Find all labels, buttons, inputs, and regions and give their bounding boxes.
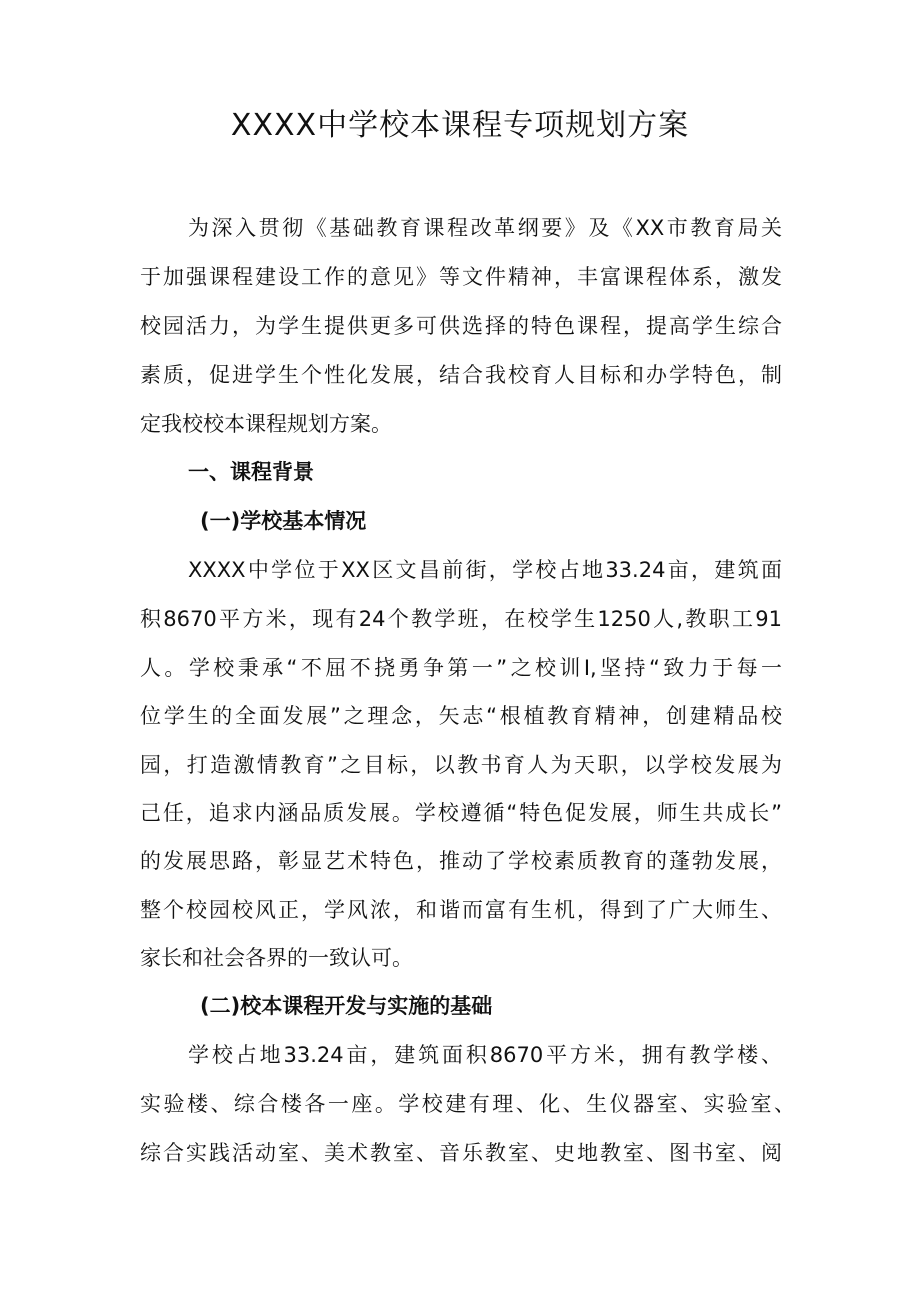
section-heading: 一、课程背景 — [188, 460, 314, 484]
sub2-line-1: 学校占地33.24亩，建筑面积8670平方米，拥有教学楼、 — [188, 1043, 782, 1067]
sub2-line-3: 综合实践活动室、美术教室、音乐教室、史地教室、图书室、阅 — [140, 1141, 782, 1165]
sub1-line-1: XXXX中学位于XX区文昌前街，学校占地33.24亩，建筑面 — [188, 558, 782, 582]
subsection-heading-2: (二)校本课程开发与实施的基础 — [200, 994, 493, 1018]
sub1-line-8: 整个校园校风正，学风浓，和谐而富有生机，得到了广大师生、 — [140, 898, 782, 922]
intro-line-1: 为深入贯彻《基础教育课程改革纲要》及《XX市教育局关 — [188, 216, 782, 240]
intro-line-2: 于加强课程建设工作的意见》等文件精神，丰富课程体系，激发 — [140, 265, 782, 289]
sub1-line-6: 己任，追求内涵品质发展。学校遵循“特色促发展，师生共成长” — [140, 801, 782, 825]
sub1-line-2: 积8670平方米，现有24个教学班，在校学生1250人,教职工91 — [140, 607, 782, 631]
sub1-line-9: 家长和社会各界的一致认可。 — [140, 946, 413, 970]
sub2-line-2: 实验楼、综合楼各一座。学校建有理、化、生仪器室、实验室、 — [140, 1092, 795, 1116]
document-title: XXXX中学校本课程专项规划方案 — [230, 108, 690, 143]
intro-line-5: 定我校校本课程规划方案。 — [140, 412, 392, 436]
sub1-line-5: 园，打造激情教育”之目标，以教书育人为天职，以学校发展为 — [140, 753, 782, 777]
sub1-line-4: 位学生的全面发展”之理念，矢志“根植教育精神，创建精品校 — [140, 704, 782, 728]
intro-line-3: 校园活力，为学生提供更多可供选择的特色课程，提高学生综合 — [140, 314, 782, 338]
intro-line-4: 素质，促进学生个性化发展，结合我校育人目标和办学特色，制 — [140, 363, 782, 387]
sub1-line-7: 的发展思路，彰显艺术特色，推动了学校素质教育的蓬勃发展， — [140, 849, 782, 873]
sub1-line-3: 人。学校秉承“不屈不挠勇争第一”之校训I,坚持“致力于每一 — [140, 656, 782, 680]
subsection-heading-1: (一)学校基本情况 — [200, 509, 367, 533]
